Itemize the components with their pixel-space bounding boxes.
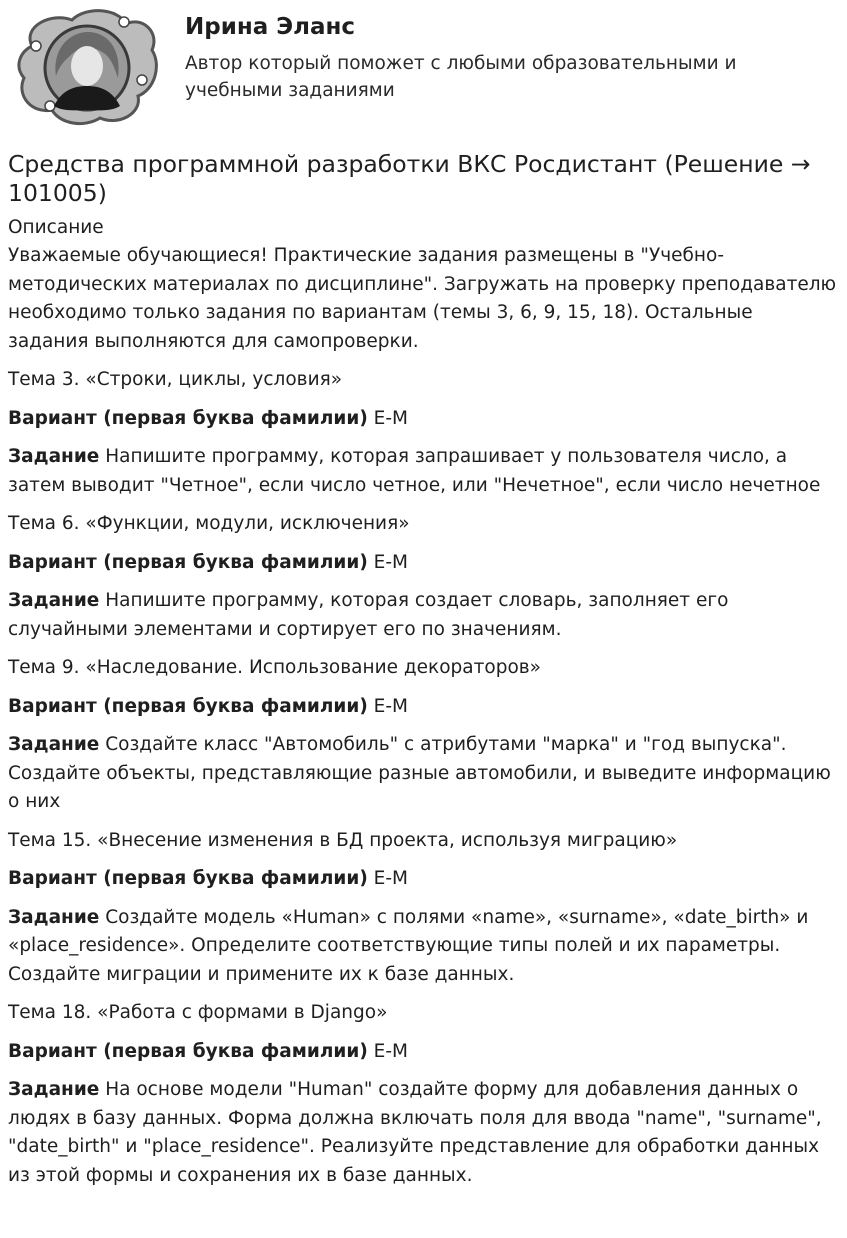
variant-value: Е-М <box>367 551 408 573</box>
variant-label: Вариант (первая буква фамилии) <box>8 407 368 429</box>
variant-value: Е-М <box>367 868 408 889</box>
author-name: Ирина Эланс <box>185 14 356 40</box>
variant-label: Вариант (первая буква фамилии) <box>8 551 368 573</box>
task-label: Задание <box>8 734 100 755</box>
task-label: Задание <box>8 1079 100 1100</box>
topic-title: Тема 9. «Наследование. Использование декораторов» <box>8 657 541 678</box>
task-label: Задание <box>8 906 100 928</box>
variant-label: Вариант (первая буква фамилии) <box>8 1040 368 1062</box>
topic-title: Тема 3. «Строки, циклы, условия» <box>8 369 343 390</box>
task-text: Создайте класс "Автомобиль" с атрибутами "марка" и "год выпуска". Создайте объекты, представляющие разные автомобили, и выведите информацию о них <box>8 734 831 812</box>
topic-title: Тема 6. «Функции, модули, исключения» <box>8 513 410 534</box>
author-avatar <box>14 6 160 126</box>
author-description: Автор который поможет с любыми образовательными и учебными заданиями <box>185 53 737 101</box>
variant-label: Вариант (первая буква фамилии) <box>8 868 368 889</box>
variant-label: Вариант (первая буква фамилии) <box>8 695 368 717</box>
description-body: Уважаемые обучающиеся! Практические задания размещены в "Учебно-методических материалах по дисциплине". Загружать на проверку преподавателю необходимо только задания по вариантам (темы 3, 6, 9, 15, 18). Остальные задания выполняются для самопроверки. <box>8 245 837 352</box>
task-text: Напишите программу, которая запрашивает у пользователя число, а затем выводит "Четное", если число четное, или "Нечетное", если число нечетное <box>8 446 821 496</box>
variant-line <box>8 549 839 578</box>
description-label: Описание <box>8 217 104 238</box>
topic-title: Тема 15. «Внесение изменения в БД проекта, используя миграцию» <box>8 829 678 851</box>
topic-title: Тема 18. «Работа с формами в Django» <box>8 1002 388 1023</box>
variant-line <box>8 693 839 722</box>
task-text: Создайте модель «Human» с полями «name», «surname», «date_birth» и «place_residence». Определите соответствующие типы полей и их параметры. Создайте миграции и примените их к базе данных. <box>8 906 809 985</box>
author-card <box>8 0 839 130</box>
task-line <box>8 731 839 817</box>
document-title: Средства программной разработки ВКС Росдистант (Решение → 101005) <box>8 150 811 207</box>
variant-line <box>8 405 839 434</box>
variant-value: Е-М <box>367 407 408 429</box>
variant-line <box>8 865 839 894</box>
variant-value: Е-М <box>367 695 408 717</box>
task-text: На основе модели "Human" создайте форму для добавления данных о людях в базу данных. Форма должна включать поля для ввода "name", "surname", "date_birth" и "place_residence". Реализуйте представление для обработки данных из этой формы и сохранения их в базе данных. <box>8 1079 822 1186</box>
task-line <box>8 443 839 500</box>
task-text: Напишите программу, которая создает словарь, заполняет его случайными элементами и сортирует его по значениям. <box>8 590 729 640</box>
task-line <box>8 904 839 990</box>
task-label: Задание <box>8 446 100 467</box>
variant-value: Е-М <box>367 1040 408 1062</box>
task-line <box>8 1076 839 1190</box>
variant-line <box>8 1038 839 1067</box>
task-line <box>8 587 839 644</box>
task-label: Задание <box>8 590 100 611</box>
